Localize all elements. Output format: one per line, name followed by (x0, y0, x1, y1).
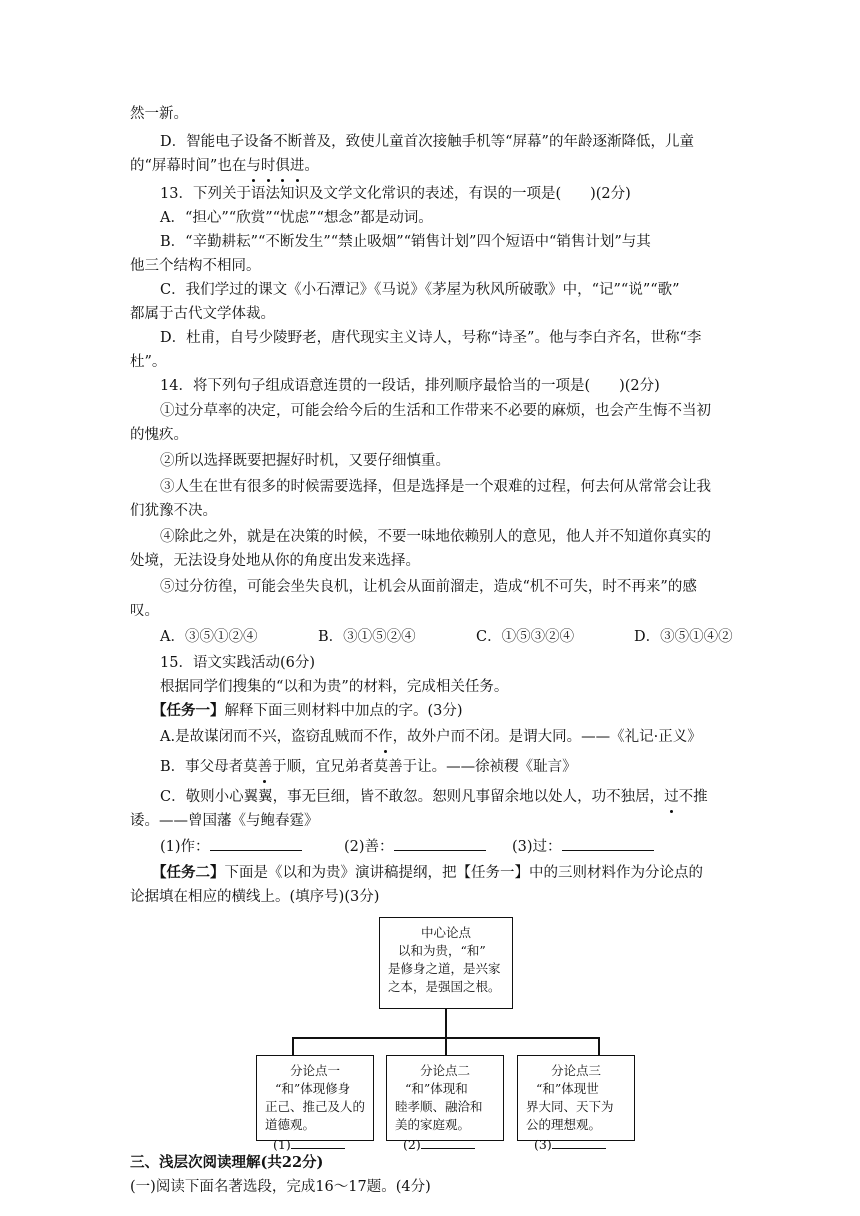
question-15: 15．语文实践活动(6分) (160, 655, 315, 671)
sub-argument-box-3: 分论点三 “和”体现世 界大同、天下为 公的理想观。 (3) (517, 1055, 635, 1141)
dotted-char: 与 (246, 155, 261, 177)
q13-option-d: D．杜甫，自号少陵野老，唐代现实主义诗人，号称“诗圣”。他与李白齐名，世称“李 (160, 330, 702, 346)
dotted-char: 时 (261, 155, 276, 177)
q13-option-b: B．“辛勤耕耘”“不断发生”“禁止吸烟”“销售计划”四个短语中“销售计划”与其 (160, 234, 651, 250)
sentence-1-cont: 的愧疚。 (130, 427, 188, 443)
sentence-2: ②所以选择既要把握好时机，又要仔细慎重。 (160, 453, 450, 469)
dotted-char: 进 (290, 155, 305, 177)
dotted-char: 俱 (275, 155, 290, 177)
sentence-1: ①过分草率的决定，可能会给今后的生活和工作带来不必要的麻烦，也会产生悔不当初 (160, 403, 711, 419)
q12-option-d: D．智能电子设备不断普及，致使儿童首次接触手机等“屏幕”的年龄逐渐降低，儿童 (160, 134, 694, 150)
material-a: A.是故谋闭而不兴，盗窃乱贼而不作，故外户而不闭。是谓大同。——《礼记·正义》 (160, 726, 702, 748)
material-c: C．敬则小心翼翼，事无巨细，皆不敢忽。恕则凡事留余地以处人，功不独居，过不推 (160, 786, 708, 808)
answer-blank-1[interactable]: (1)作： (160, 836, 302, 858)
dotted-char: 作 (378, 726, 393, 748)
connector-line (445, 1009, 447, 1037)
task-2: 【任务二】下面是《以和为贵》演讲稿提纲，把【任务一】中的三则材料作为分论点的 (152, 864, 703, 881)
q13-option-d-cont: 杜”。 (130, 354, 167, 370)
q13-option-b-cont: 他三个结构不相同。 (130, 258, 261, 274)
q14-option-a: A．③⑤①②④ (160, 629, 258, 645)
text-line: 然一新。 (130, 106, 188, 122)
sub-argument-box-1: 分论点一 “和”体现修身 正己、推己及人的 道德观。 (1) (256, 1055, 374, 1141)
section-3-part-1: (一)阅读下面名著选段，完成16～17题。(4分) (130, 1179, 431, 1195)
dotted-char: 过 (664, 786, 679, 808)
sentence-3-cont: 们犹豫不决。 (130, 503, 217, 519)
task-1: 【任务一】解释下面三则材料中加点的字。(3分) (152, 702, 463, 719)
q15-intro: 根据同学们搜集的“以和为贵”的材料，完成相关任务。 (160, 679, 509, 695)
connector-line (445, 1037, 447, 1055)
q13-option-c: C．我们学过的课文《小石潭记》《马说》《茅屋为秋风所破歌》中，“记”“说”“歌” (160, 282, 680, 298)
sentence-3: ③人生在世有很多的时候需要选择，但是选择是一个艰难的过程，何去何从常常会让我 (160, 479, 711, 495)
sentence-5-cont: 叹。 (130, 603, 159, 619)
dotted-char: 善 (258, 756, 273, 778)
task-2-cont: 论据填在相应的横线上。(填序号)(3分) (130, 889, 380, 905)
answer-blank-box-3[interactable]: (3) (526, 1136, 626, 1154)
q14-option-c: C．①⑤③②④ (476, 629, 575, 645)
box-title: 中心论点 (420, 925, 471, 940)
material-c-cont: 诿。——曾国藩《与鲍春霆》 (130, 813, 319, 829)
sentence-4-cont: 处境，无法设身处地从你的角度出发来选择。 (130, 553, 420, 569)
answer-blank-2[interactable]: (2)善： (344, 836, 486, 858)
q13-option-c-cont: 都属于古代文学体裁。 (130, 306, 275, 322)
q13-option-a: A．“担心”“欣赏”“忧虑”“想念”都是动词。 (160, 210, 433, 226)
question-13: 13．下列关于语法知识及文学文化常识的表述，有误的一项是( )(2分) (160, 186, 631, 202)
answer-blank-box-1[interactable]: (1) (265, 1136, 365, 1154)
answer-blank-box-2[interactable]: (2) (395, 1136, 495, 1154)
sentence-4: ④除此之外，就是在决策的时候，不要一味地依赖别人的意见，他人并不知道你真实的 (160, 529, 711, 545)
material-b: B．事父母者莫善于顺，宜兄弟者莫善于让。——徐祯稷《耻言》 (160, 756, 577, 778)
section-3-heading: 三、浅层次阅读理解(共22分) (130, 1154, 324, 1171)
connector-line (292, 1037, 294, 1055)
answer-blank-3[interactable]: (3)过： (512, 836, 654, 858)
q14-option-d: D．③⑤①④② (634, 629, 733, 645)
center-argument-box: 中心论点 以和为贵，“和” 是修身之道，是兴家 之本，是强国之根。 (379, 917, 513, 1009)
sub-argument-box-2: 分论点二 “和”体现和 睦孝顺、融洽和 美的家庭观。 (2) (386, 1055, 504, 1141)
q14-option-b: B．③①⑤②④ (318, 629, 416, 645)
q12-option-d-cont: 的“屏幕时间”也在与时俱进。 (130, 155, 319, 177)
sentence-5: ⑤过分彷徨，可能会坐失良机，让机会从面前溜走，造成“机不可失，时不再来”的感 (160, 579, 697, 595)
question-14: 14．将下列句子组成语意连贯的一段话，排列顺序最恰当的一项是( )(2分) (160, 378, 660, 394)
connector-line (598, 1037, 600, 1055)
